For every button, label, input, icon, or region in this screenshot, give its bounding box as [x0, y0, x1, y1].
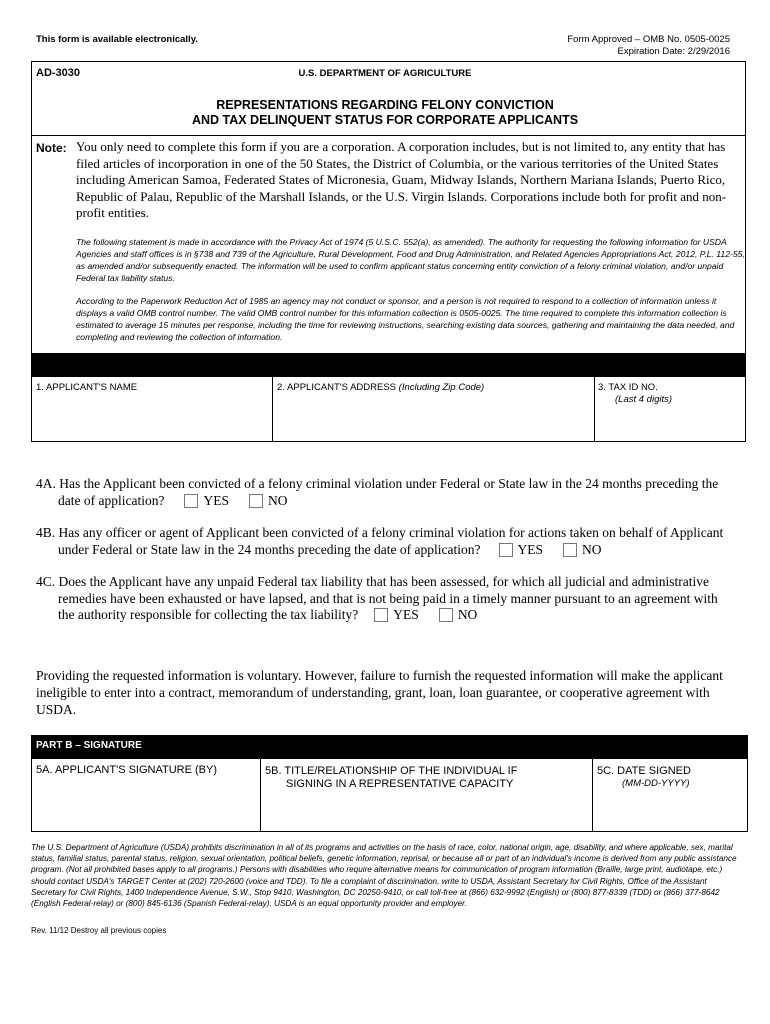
note-text: You only need to complete this form if you are a corporation. A corporation includes, but is not limited to, any entity that has filed articles of incorporation in one of the 50 States, the District of Columbia, or the various territories of the United States including American Samoa, Federated States of Micronesia, Guam, Midway Islands, Northern Mariana Islands, Puerto Rico, Republic of Palau, Republic of the Marshall Islands, or the U.S. Virgin Islands. Corporations include both for profit and non-profit entities. — [76, 139, 727, 220]
note-label: Note: — [36, 141, 67, 155]
q4a-no-checkbox[interactable] — [249, 494, 263, 508]
title-relationship-field[interactable]: 5B. TITLE/RELATIONSHIP OF THE INDIVIDUAL IF — [265, 765, 518, 777]
title-relationship-label-cont: SIGNING IN A REPRESENTATIVE CAPACITY — [286, 778, 514, 790]
q4b-no-label: NO — [582, 541, 602, 557]
tax-id-field[interactable] — [598, 382, 672, 406]
question-4c-text: 4C. Does the Applicant have any unpaid Federal tax liability that has been assessed, for which all judicial and administrative — [36, 574, 709, 589]
question-4b-text-cont: under Federal or State law in the 24 months preceding the date of application? — [58, 541, 481, 557]
section-bar — [31, 353, 746, 377]
form-title-line1: REPRESENTATIONS REGARDING FELONY CONVICTION — [216, 98, 554, 112]
form-title — [0, 98, 770, 128]
question-4c — [36, 574, 746, 624]
omb-number: Form Approved – OMB No. 0505-0025 — [567, 34, 730, 45]
q4a-no-label: NO — [267, 492, 288, 508]
question-4b — [36, 525, 746, 558]
expiration-date: Expiration Date: 2/29/2016 — [617, 46, 730, 57]
q4a-yes-label: YES — [203, 492, 229, 508]
field-divider — [272, 377, 273, 442]
q4c-yes-checkbox[interactable] — [374, 608, 388, 622]
privacy-act-statement: The following statement is made in accordance with the Privacy Act of 1974 (5 U.S.C. 552(a), as amended). The authority for requesting the following information for USDA Agencies and staff offices is in §738 and 739 of the Agriculture, Rural Development, Food and Drug Administration, and Related Agencies Appropriations Act, 2012, P.L. 112-55, as amended and/or subsequently enacted. The information will be used to confirm applicant status concerning entity conviction of a felony criminal violation, and/or unpaid Federal tax liability status. — [76, 237, 745, 283]
part-b-title: PART B – SIGNATURE — [36, 740, 142, 751]
q4c-no-label: NO — [457, 607, 478, 622]
applicant-address-label: 2. APPLICANT'S ADDRESS — [277, 382, 399, 393]
question-4b-text: 4B. Has any officer or agent of Applicant been convicted of a felony criminal violation for actions taken on behalf of Applicant — [36, 525, 724, 540]
omb-approval — [567, 34, 730, 58]
q4b-no-checkbox[interactable] — [563, 543, 577, 557]
form-id: AD-3030 — [36, 67, 81, 79]
date-signed-field[interactable]: 5C. DATE SIGNED — [597, 765, 691, 777]
date-format-hint: (MM-DD-YYYY) — [622, 778, 690, 789]
department-name: U.S. DEPARTMENT OF AGRICULTURE — [298, 68, 472, 79]
question-4a-text: 4A. Has the Applicant been convicted of a felony criminal violation under Federal or State law in the 24 months preceding the — [36, 476, 719, 491]
tax-id-label: 3. TAX ID NO. — [598, 382, 658, 393]
q4b-yes-label: YES — [517, 541, 544, 557]
title-divider — [31, 135, 746, 136]
field-divider — [594, 377, 595, 442]
question-4a — [36, 476, 746, 509]
question-4c-text-cont2: the authority responsible for collecting the tax liability? — [58, 607, 359, 622]
question-4c-text-cont: remedies have been exhausted or have lapsed, and that is not being paid in a timely manner pursuant to an agreement with — [58, 590, 718, 606]
paperwork-reduction-statement: According to the Paperwork Reduction Act of 1985 an agency may not conduct or sponsor, and a person is not required to respond to a collection of information unless it displays a valid OMB control number. The valid OMB control number for this information collection is 0505-0025. The time required to complete this information collection is estimated to average 15 minutes per response, including the time for reviewing instructions, searching existing data sources, gathering and maintaining the data needed, and completing and reviewing the collection of information. — [76, 296, 735, 342]
form-title-line2: AND TAX DELINQUENT STATUS FOR CORPORATE APPLICANTS — [191, 113, 579, 127]
applicant-address-field[interactable] — [277, 382, 484, 393]
question-4a-text-cont: date of application? — [58, 492, 165, 508]
availability-note: This form is available electronically. — [36, 34, 198, 45]
voluntary-statement: Providing the requested information is voluntary. However, failure to furnish the requested information will make the applicant ineligible to enter into a contract, memorandum of understanding, grant, loan, loan guarantee, or cooperative agreement with USDA. — [36, 668, 723, 717]
applicant-signature-field[interactable]: 5A. APPLICANT'S SIGNATURE (BY) — [36, 764, 217, 776]
tax-id-hint: (Last 4 digits) — [615, 394, 673, 405]
field-divider — [260, 759, 261, 832]
field-divider — [592, 759, 593, 832]
q4b-yes-checkbox[interactable] — [499, 543, 513, 557]
q4a-yes-checkbox[interactable] — [184, 494, 198, 508]
q4c-no-checkbox[interactable] — [439, 608, 453, 622]
nondiscrimination-statement: The U.S. Department of Agriculture (USDA) prohibits discrimination in all of its programs and activities on the basis of race, color, national origin, age, disability, and where applicable, sex, marital status, familial status, parental status, religion, sexual orientation, political beliefs, genetic information, reprisal, or because all or part of an individual's income is derived from any public assistance program. (Not all prohibited bases apply to all programs.) Persons with disabilities who require alternative means for communication of program information (Braille, large print, audiotape, etc.) should contact USDA's TARGET Center at (202) 720-2600 (voice and TDD). To file a complaint of discrimination, write to USDA, Assistant Secretary for Civil Rights, Office of the Assistant Secretary for Civil Rights, 1400 Independence Avenue, S.W., Stop 9410, Washington, DC 20250-9410, or call toll-free at (866) 632-9992 (English) or (800) 877-8339 (TDD) or (866) 377-8642 (English Federal-relay) or (800) 845-6136 (Spanish Federal-relay). USDA is an equal opportunity provider and employer. — [31, 843, 737, 909]
revision-note: Rev. 11/12 Destroy all previous copies — [31, 926, 167, 935]
applicant-name-field[interactable]: 1. APPLICANT'S NAME — [36, 382, 138, 393]
applicant-address-hint: (Including Zip Code) — [398, 382, 485, 393]
q4c-yes-label: YES — [393, 607, 419, 622]
